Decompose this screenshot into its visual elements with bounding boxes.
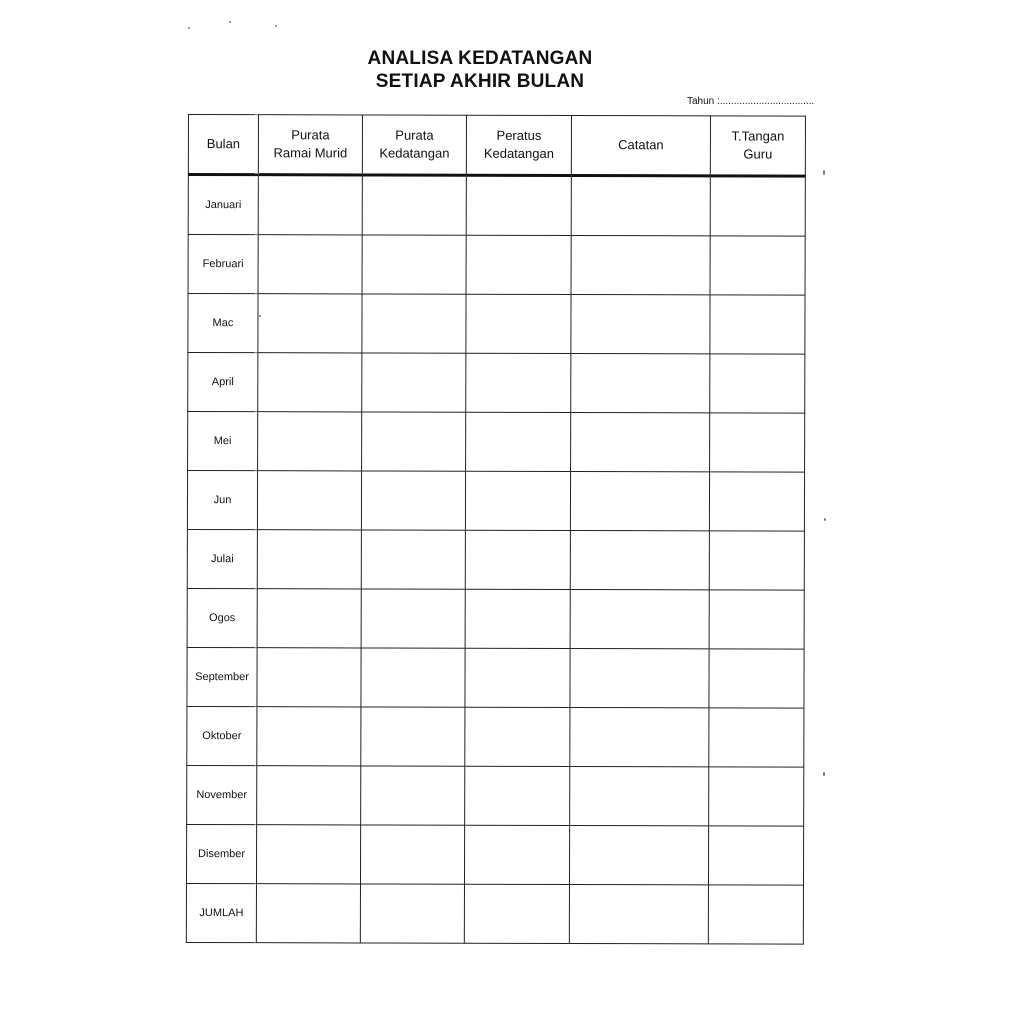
cell-catatan	[570, 708, 709, 767]
header-purata-ramai-murid: Purata Ramai Murid	[258, 115, 362, 175]
cell-catatan	[571, 176, 710, 236]
cell-peratus-kedatangan	[466, 353, 571, 412]
month-label: November	[187, 765, 257, 824]
cell-peratus-kedatangan	[465, 766, 570, 825]
cell-purata-kedatangan	[360, 825, 464, 884]
cell-purata-ramai-murid	[258, 175, 362, 235]
cell-purata-kedatangan	[361, 530, 465, 589]
cell-peratus-kedatangan	[465, 530, 570, 589]
month-label: April	[188, 353, 258, 412]
table-row	[188, 294, 805, 355]
scan-speck	[823, 772, 825, 776]
cell-purata-ramai-murid	[257, 471, 361, 530]
cell-tandatangan-guru	[708, 826, 803, 885]
year-blank-line: ..................................	[719, 96, 815, 107]
cell-purata-kedatangan	[361, 648, 465, 707]
cell-purata-ramai-murid	[258, 353, 362, 412]
month-label: September	[187, 647, 257, 706]
cell-catatan	[571, 413, 710, 472]
table-row	[186, 824, 803, 885]
cell-purata-ramai-murid	[258, 294, 362, 353]
cell-peratus-kedatangan	[465, 707, 570, 766]
month-label: JUMLAH	[186, 883, 256, 942]
cell-peratus-kedatangan	[465, 648, 570, 707]
cell-catatan	[570, 649, 709, 708]
cell-tandatangan-guru	[709, 531, 804, 590]
table-row	[187, 529, 804, 590]
cell-tandatangan-guru	[710, 236, 805, 295]
cell-purata-ramai-murid	[256, 825, 360, 884]
table-row	[186, 883, 803, 944]
month-label: Mac	[188, 294, 258, 353]
table-row	[188, 353, 805, 414]
cell-purata-ramai-murid	[257, 648, 361, 707]
cell-catatan	[571, 236, 710, 295]
cell-tandatangan-guru	[710, 176, 805, 236]
table-row	[187, 647, 804, 708]
cell-tandatangan-guru	[709, 767, 804, 826]
cell-catatan	[571, 354, 710, 413]
month-label: Januari	[188, 175, 258, 235]
header-purata-kedatangan: Purata Kedatangan	[362, 115, 466, 175]
cell-tandatangan-guru	[709, 708, 804, 767]
month-label: Mei	[188, 412, 258, 471]
cell-purata-kedatangan	[361, 471, 465, 530]
cell-purata-ramai-murid	[256, 884, 360, 943]
scan-speck	[824, 518, 826, 521]
cell-purata-kedatangan	[362, 235, 466, 294]
scan-speck	[229, 21, 231, 23]
scan-speck	[275, 25, 277, 27]
cell-purata-ramai-murid	[258, 235, 362, 294]
cell-peratus-kedatangan	[465, 471, 570, 530]
cell-tandatangan-guru	[709, 649, 804, 708]
cell-purata-kedatangan	[362, 175, 466, 235]
cell-peratus-kedatangan	[466, 294, 571, 353]
document-title-line2: SETIAP AKHIR BULAN	[375, 71, 585, 92]
cell-catatan	[569, 826, 708, 885]
year-field	[687, 95, 814, 109]
month-label: Ogos	[187, 588, 257, 647]
cell-purata-kedatangan	[361, 707, 465, 766]
cell-peratus-kedatangan	[464, 884, 569, 943]
table-body	[186, 175, 805, 945]
attendance-analysis-table	[186, 114, 806, 945]
table-row	[187, 588, 804, 649]
cell-tandatangan-guru	[709, 590, 804, 649]
year-label: Tahun :	[687, 96, 720, 107]
table-row	[188, 412, 805, 473]
cell-catatan	[569, 885, 708, 944]
table-row	[187, 765, 804, 826]
month-label: Februari	[188, 235, 258, 294]
cell-tandatangan-guru	[708, 885, 803, 944]
cell-peratus-kedatangan	[466, 175, 571, 235]
month-label: Oktober	[187, 706, 257, 765]
cell-peratus-kedatangan	[465, 589, 570, 648]
cell-purata-ramai-murid	[257, 766, 361, 825]
table-row	[187, 471, 804, 532]
header-tandatangan-guru: T.Tangan Guru	[710, 116, 805, 176]
table-row	[188, 235, 805, 296]
table-header-row	[188, 115, 805, 177]
table-row	[188, 175, 805, 237]
cell-peratus-kedatangan	[466, 235, 571, 294]
cell-catatan	[571, 295, 710, 354]
cell-purata-kedatangan	[362, 412, 466, 471]
cell-catatan	[570, 472, 709, 531]
cell-tandatangan-guru	[710, 295, 805, 354]
month-label: Julai	[187, 529, 257, 588]
cell-purata-ramai-murid	[257, 530, 361, 589]
cell-tandatangan-guru	[710, 354, 805, 413]
cell-purata-kedatangan	[360, 884, 464, 943]
cell-catatan	[570, 590, 709, 649]
cell-peratus-kedatangan	[464, 825, 569, 884]
document-title-line1: ANALISA KEDATANGAN	[367, 48, 593, 69]
cell-purata-ramai-murid	[257, 707, 361, 766]
cell-purata-ramai-murid	[258, 412, 362, 471]
cell-purata-kedatangan	[362, 353, 466, 412]
cell-purata-kedatangan	[362, 294, 466, 353]
cell-tandatangan-guru	[710, 413, 805, 472]
month-label: Disember	[186, 824, 256, 883]
month-label: Jun	[187, 471, 257, 530]
cell-tandatangan-guru	[709, 472, 804, 531]
scan-speck	[259, 315, 261, 317]
scan-speck	[188, 27, 190, 29]
header-peratus-kedatangan: Peratus Kedatangan	[466, 115, 571, 175]
header-bulan: Bulan	[188, 115, 258, 175]
cell-purata-kedatangan	[361, 589, 465, 648]
table-row	[187, 706, 804, 767]
scan-speck	[823, 170, 825, 175]
cell-purata-ramai-murid	[257, 589, 361, 648]
cell-catatan	[570, 531, 709, 590]
header-catatan: Catatan	[571, 116, 710, 176]
cell-catatan	[570, 767, 709, 826]
cell-purata-kedatangan	[361, 766, 465, 825]
cell-peratus-kedatangan	[466, 412, 571, 471]
